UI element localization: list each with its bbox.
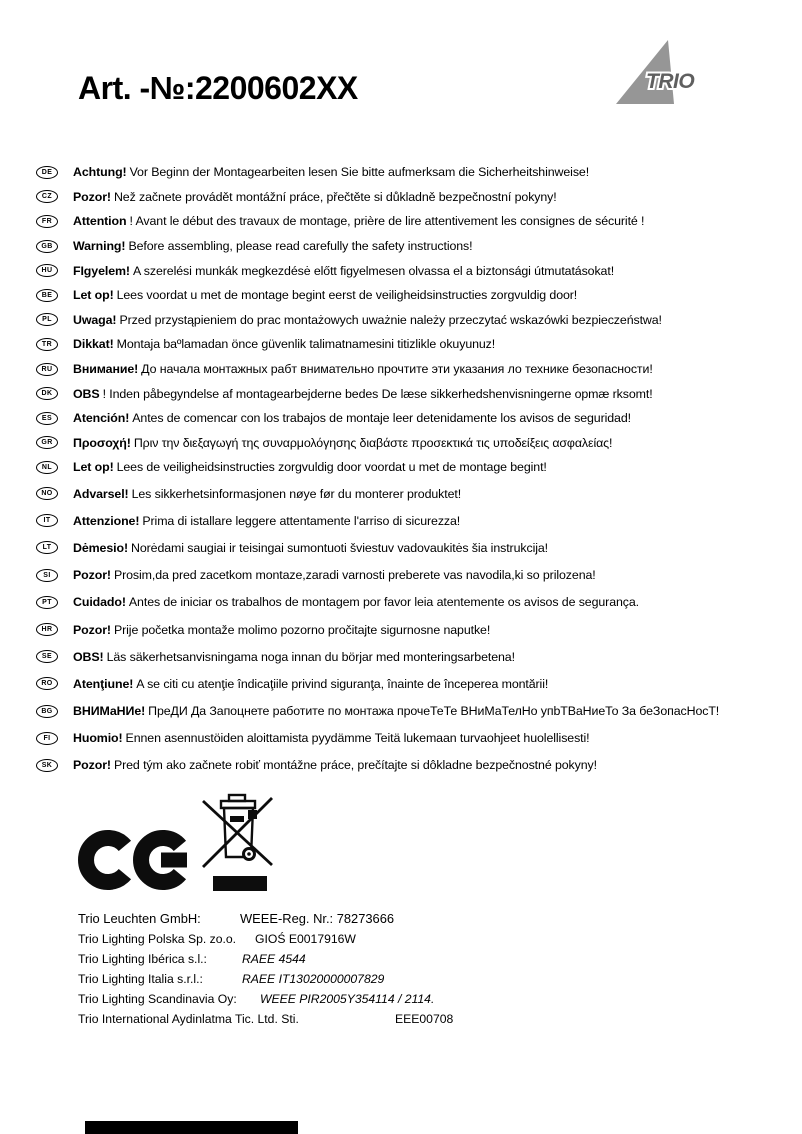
trio-logo-text: TRIO xyxy=(646,70,695,93)
warning-list-upper xyxy=(36,160,662,480)
registration-row xyxy=(78,992,558,1012)
warning-text xyxy=(73,264,614,278)
warning-body: ! Avant le début des travaux de montage, prière de lire attentivement les consignes de sécurité ! xyxy=(129,214,645,229)
warning-body: Lees voordat u met de montage begint eerst de veiligheidsinstructies zorgvuldig door! xyxy=(116,288,578,303)
warning-lead-word: Warning! xyxy=(73,239,126,254)
warning-row xyxy=(36,431,662,456)
warning-text xyxy=(73,487,461,501)
warning-body: Before assembling, please read carefully the safety instructions! xyxy=(128,239,473,254)
warning-text xyxy=(73,411,631,425)
warning-body: Vor Beginn der Montagearbeiten lesen Sie bitte aufmerksam die Sicherheitshinweise! xyxy=(129,165,590,180)
warning-text xyxy=(73,541,548,555)
warning-lead-word: Cuidado! xyxy=(73,595,126,610)
warning-lead-word: Dėmesio! xyxy=(73,540,128,555)
warning-text xyxy=(73,704,719,718)
registration-block xyxy=(78,911,558,1032)
warning-body: A se citi cu atenţie îndicaţiile privind siguranţa, înainte de începerea montării! xyxy=(136,676,549,691)
warning-row xyxy=(36,455,662,480)
warning-text xyxy=(73,362,653,376)
warning-text xyxy=(73,677,548,691)
warning-row xyxy=(36,616,719,643)
company-name: Trio Leuchten GmbH: xyxy=(78,911,201,926)
company-name: Trio International Aydinlatma Tic. Ltd. Sti. xyxy=(78,1012,299,1026)
language-badge: NL xyxy=(36,461,58,474)
registration-row xyxy=(78,932,558,952)
warning-body: A szerelési munkák megkezdésė előtt figyelmesen olvassa el a biztonsági útmutatásokat! xyxy=(132,263,615,278)
company-name: Trio Lighting Italia s.r.l.: xyxy=(78,972,203,986)
warning-lead-word: Uwaga! xyxy=(73,312,117,327)
language-badge: LT xyxy=(36,541,58,554)
warning-body: Lees de veiligheidsinstructies zorgvuldig door voordat u met de montage begint! xyxy=(116,460,547,475)
warning-lead-word: Attenzione! xyxy=(73,513,140,528)
warning-row xyxy=(36,507,719,534)
registration-row xyxy=(78,952,558,972)
warning-row xyxy=(36,480,719,507)
warning-lead-word: Atención! xyxy=(73,411,130,426)
language-badge: SE xyxy=(36,650,58,663)
warning-body: Než začnete provádět montážní práce, přečtěte si důkladně bezpečnostní pokyny! xyxy=(113,189,557,204)
registration-row xyxy=(78,911,558,932)
warning-lead-word: Huomio! xyxy=(73,731,123,746)
warning-text xyxy=(73,623,490,637)
warning-row xyxy=(36,357,662,382)
warning-text xyxy=(73,514,460,528)
registration-number: WEEE PIR2005Y354114 / 2114. xyxy=(260,992,435,1006)
warning-lead-word: ВНИМаНИе! xyxy=(73,704,146,719)
warning-lead-word: OBS xyxy=(73,386,100,401)
warning-body: Ennen asennustöiden aloittamista pyydämme Teitä lukemaan turvaohjeet huolellisesti! xyxy=(125,731,590,746)
warning-body: ! Inden påbegyndelse af montagearbejderne bedes De læse sikkerhedshenvisningerne opmæ rksomt! xyxy=(102,386,653,401)
warning-text xyxy=(73,731,590,745)
registration-number: RAEE 4544 xyxy=(242,952,306,966)
company-name: Trio Lighting Scandinavia Oy: xyxy=(78,992,237,1006)
warning-text xyxy=(73,436,612,450)
warning-text xyxy=(73,758,597,772)
warning-body: До начала монтажных рабт внимательно прочтите эти указания ло технике безопасности! xyxy=(141,362,653,377)
warning-text xyxy=(73,568,596,582)
language-badge: HR xyxy=(36,623,58,636)
warning-row xyxy=(36,381,662,406)
warning-body: Antes de iniciar os trabalhos de montagem por favor leia atentemente os avisos de segurança. xyxy=(128,595,640,610)
warning-row xyxy=(36,160,662,185)
warning-lead-word: Pozor! xyxy=(73,622,111,637)
warning-text xyxy=(73,650,515,664)
warning-lead-word: Dikkat! xyxy=(73,337,114,352)
language-badge: SI xyxy=(36,569,58,582)
language-badge: DK xyxy=(36,387,58,400)
warning-row xyxy=(36,534,719,561)
warning-row xyxy=(36,725,719,752)
language-badge: ES xyxy=(36,412,58,425)
warning-lead-word: Atenţiune! xyxy=(73,676,134,691)
warning-lead-word: Advarsel! xyxy=(73,486,129,501)
warning-text xyxy=(73,239,473,253)
warning-row xyxy=(36,643,719,670)
warning-row xyxy=(36,332,662,357)
warning-text xyxy=(73,214,644,228)
weee-collection-bar xyxy=(213,876,267,891)
warning-body: Läs säkerhetsanvisningama noga innan du börjar med monteringsarbetena! xyxy=(106,649,515,664)
ce-mark-icon xyxy=(76,826,194,894)
warning-row xyxy=(36,258,662,283)
next-section-divider-bar xyxy=(85,1121,298,1134)
warning-body: Antes de comencar con los trabajos de montaje leer detenidamente los avisos de seguridad! xyxy=(132,411,631,426)
language-badge: DE xyxy=(36,166,58,179)
language-badge: NO xyxy=(36,487,58,500)
warning-lead-word: Pozor! xyxy=(73,189,111,204)
page-title: Art. -№:2200602XX xyxy=(78,70,358,106)
warning-lead-word: OBS! xyxy=(73,649,104,664)
registration-number: GIOŚ E0017916W xyxy=(255,932,356,946)
language-badge: CZ xyxy=(36,190,58,203)
language-badge: FI xyxy=(36,732,58,745)
company-name: Trio Lighting Polska Sp. zo.o. xyxy=(78,932,237,946)
registration-row xyxy=(78,1012,558,1032)
warning-body: Pred tým ako začnete robiť montážne práce, prečítajte si dôkladne bezpečnostné pokyny! xyxy=(113,758,597,773)
warning-row xyxy=(36,209,662,234)
weee-bin-icon xyxy=(198,791,278,875)
language-badge: RO xyxy=(36,677,58,690)
warning-lead-word: Pozor! xyxy=(73,568,111,583)
warning-body: Prima di istallare leggere attentamente l'arriso di sicurezza! xyxy=(142,513,461,528)
warning-row xyxy=(36,283,662,308)
registration-number: EEE00708 xyxy=(395,1012,454,1026)
language-badge: BG xyxy=(36,705,58,718)
warning-row xyxy=(36,698,719,725)
warning-row xyxy=(36,670,719,697)
warning-lead-word: Achtung! xyxy=(73,165,127,180)
warning-lead-word: Let op! xyxy=(73,460,114,475)
trio-logo-triangle-icon xyxy=(612,38,722,108)
language-badge: GR xyxy=(36,436,58,449)
warning-text xyxy=(73,288,577,302)
language-badge: TR xyxy=(36,338,58,351)
warning-body: Πριν την διεξαγωγή της συναρμολόγησης διαβάστε προσεκτικά τις υποδείξεις ασφαλείας! xyxy=(133,435,613,450)
warning-body: Prije početka montaže molimo pozorno pročitajte sigurnosne naputke! xyxy=(113,622,491,637)
language-badge: PL xyxy=(36,313,58,326)
company-name: Trio Lighting Ibérica s.l.: xyxy=(78,952,207,966)
warning-row xyxy=(36,308,662,333)
warning-lead-word: Pozor! xyxy=(73,758,111,773)
warning-row xyxy=(36,589,719,616)
warning-row xyxy=(36,752,719,779)
warning-text xyxy=(73,460,547,474)
warning-row xyxy=(36,406,662,431)
warning-text xyxy=(73,337,495,351)
warning-list-lower xyxy=(36,480,719,779)
warning-lead-word: Attention xyxy=(73,214,127,229)
warning-body: Przed przystąpieniem do prac montażowych uważnie należy przeczytać wskazówki bezpieczeństwa! xyxy=(119,312,662,327)
warning-body: Norėdami saugiai ir teisingai sumontuoti šviestuv vadovaukitės šia instrukcija! xyxy=(130,540,549,555)
warning-text xyxy=(73,595,639,609)
warning-body: Montaja baºlamadan önce güvenlik talimatnamesini titizlikle okuyunuz! xyxy=(116,337,496,352)
warning-lead-word: Внимание! xyxy=(73,362,139,377)
warning-text xyxy=(73,313,662,327)
warning-text xyxy=(73,190,557,204)
language-badge: IT xyxy=(36,514,58,527)
language-badge: BE xyxy=(36,289,58,302)
warning-lead-word: Προσοχή! xyxy=(73,435,131,450)
warning-row xyxy=(36,562,719,589)
warning-text xyxy=(73,387,653,401)
warning-row xyxy=(36,234,662,259)
language-badge: GB xyxy=(36,240,58,253)
language-badge: PT xyxy=(36,596,58,609)
warning-body: Prosim,da pred zacetkom montaze,zaradi varnosti preberete vas navodila,ki so prilozena! xyxy=(113,568,596,583)
warning-row xyxy=(36,185,662,210)
warning-body: ПреДИ Да Запоцнете работите по монтажа прочеТеТе ВНиМаТелНо упbТВаНиеТо За беЗопасНосТ! xyxy=(148,704,720,719)
language-badge: FR xyxy=(36,215,58,228)
registration-number: RAEE IT13020000007829 xyxy=(242,972,385,986)
warning-lead-word: FIgyelem! xyxy=(73,263,130,278)
registration-row xyxy=(78,972,558,992)
language-badge: RU xyxy=(36,363,58,376)
registration-number: WEEE-Reg. Nr.: 78273666 xyxy=(240,911,395,926)
trio-logo xyxy=(612,38,722,108)
language-badge: SK xyxy=(36,759,58,772)
warning-text xyxy=(73,165,589,179)
language-badge: HU xyxy=(36,264,58,277)
warning-lead-word: Let op! xyxy=(73,288,114,303)
warning-body: Les sikkerhetsinformasjonen nøye før du monterer produktet! xyxy=(131,486,462,501)
